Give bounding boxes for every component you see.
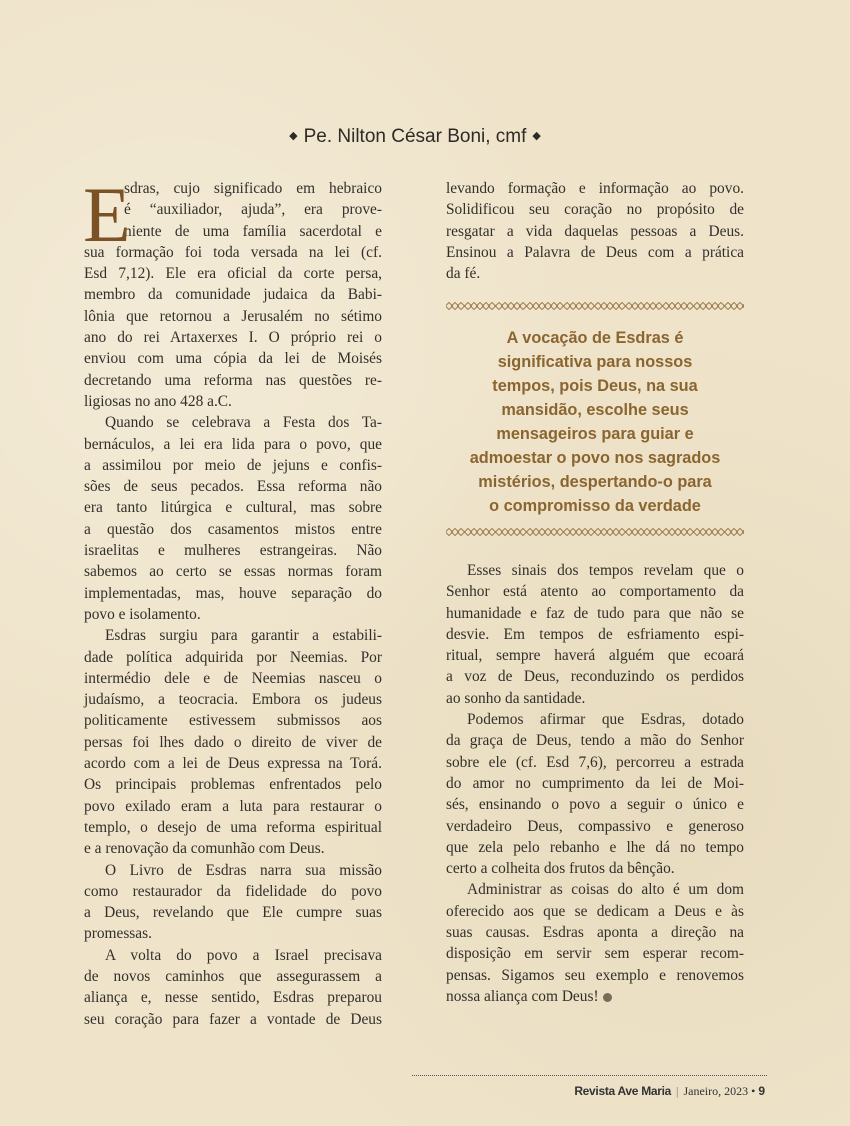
text-line (84, 284, 382, 305)
text-line (446, 901, 744, 922)
text-line-content: suas causas. Esdras aponta a direção na (446, 924, 744, 942)
text-line (84, 519, 382, 540)
text-line (84, 902, 382, 923)
footer-separator: | (676, 1084, 679, 1098)
text-line-content: promessas. (84, 925, 152, 943)
text-line-content: é “auxiliador, ajuda”, era prove- (124, 201, 382, 219)
text-line-content: e a renovação da comunhão com Deus. (84, 840, 325, 858)
page-number: 9 (758, 1084, 765, 1098)
text-line (84, 412, 382, 433)
text-line (84, 732, 382, 753)
text-line-content: povo e isolamento. (84, 605, 201, 623)
text-line-content: Esses sinais dos tempos revelam que o (467, 562, 744, 579)
text-line (84, 263, 382, 284)
text-line-content: persas foi lhes dado o direito de viver de (84, 733, 382, 751)
text-line (446, 560, 744, 581)
text-line (84, 710, 382, 731)
author-name: Pe. Nilton César Boni, cmf (303, 126, 527, 147)
diamond-ornament-icon: ◆ (532, 130, 541, 142)
pull-quote-line: mistérios, despertando-o para (478, 473, 712, 491)
text-line (446, 794, 744, 815)
text-line-content: sés, ensinando o povo a seguir o único e (446, 796, 744, 814)
text-line (84, 348, 382, 369)
text-line-content: Senhor está atento ao comportamento da (446, 583, 744, 601)
text-line-content: seu coração para fazer a vontade de Deus (84, 1010, 382, 1028)
text-line-content: certo a colheita dos frutos da bênção. (446, 860, 675, 878)
text-line (84, 540, 382, 561)
text-line-content: a questão dos casamentos mistos entre (84, 520, 382, 538)
text-line-content: sdras, cujo significado em hebraico (124, 180, 382, 197)
text-line (84, 860, 382, 881)
text-line (84, 625, 382, 646)
text-line (84, 561, 382, 582)
text-line (84, 370, 382, 391)
text-line (446, 624, 744, 645)
text-line-content: verdadeiro Deus, compassivo e generoso (446, 817, 744, 835)
text-line-content: do amor no cumprimento da lei de Moi- (446, 774, 744, 792)
text-line-content: intermédio dele e de Neemias nasceu o (84, 669, 382, 687)
text-line-content: Esdras surgiu para garantir a estabili- (105, 627, 382, 645)
text-line-content: ligiosas no ano 428 a.C. (84, 392, 232, 410)
pull-quote-line: admoestar o povo nos sagrados (469, 449, 721, 467)
text-line-content: pensas. Sigamos seu exemplo e renovemos (446, 966, 744, 984)
text-line (84, 497, 382, 518)
text-line-content: Podemos afirmar que Esdras, dotado (467, 711, 744, 729)
pull-quote-line: o compromisso da verdade (489, 497, 701, 515)
text-line (446, 965, 744, 986)
text-line-content: israelitas e mulheres estrangeiras. Não (84, 542, 382, 560)
text-line (446, 752, 744, 773)
text-line-content: niente de uma família sacerdotal e (124, 222, 382, 240)
text-line (446, 709, 744, 730)
text-line-content: sobre ele (cf. Esd 7,6), percorreu a estrada (446, 753, 744, 771)
text-line (84, 327, 382, 348)
text-line-content: dade política adquirida por Neemias. Por (84, 648, 382, 666)
text-line (446, 858, 744, 879)
text-line-content: de novos caminhos que assegurassem a (84, 967, 382, 985)
text-line-content: Quando se celebrava a Festa dos Ta- (105, 414, 382, 432)
text-line-content: membro da comunidade judaica da Babi- (84, 286, 382, 304)
text-line (84, 966, 382, 987)
pull-quote-line: mensageiros para guiar e (496, 425, 694, 443)
text-line (446, 178, 744, 199)
text-line (446, 986, 744, 1007)
text-line (84, 817, 382, 838)
text-line (446, 773, 744, 794)
text-line-content: Solidificou seu coração no propósito de (446, 201, 744, 219)
text-line (84, 689, 382, 710)
text-line (84, 923, 382, 944)
text-line-content: sabemos ao certo se essas normas foram (84, 563, 382, 581)
text-line-content: resgatar a vida daquelas pessoas a Deus. (446, 222, 744, 240)
text-line-content: nossa aliança com Deus! (446, 987, 599, 1005)
page-footer (574, 1084, 765, 1099)
end-of-article-icon (603, 993, 612, 1002)
text-line-content: oferecido aos que se dedicam a Deus e às (446, 902, 744, 920)
text-line-content: a voz de Deus, reconduzindo os perdidos (446, 668, 744, 686)
text-line-content: Os principais problemas enfrentados pelo (84, 776, 382, 794)
pull-quote-line: tempos, pois Deus, na sua (492, 377, 698, 395)
text-line-content: Esd 7,12). Ele era oficial da corte persa, (84, 265, 382, 283)
diamond-border-bottom (446, 528, 744, 536)
text-line-content: como restaurador da fidelidade do povo (84, 882, 382, 900)
article-right-column-top (446, 178, 744, 284)
pull-quote-line: mansidão, escolhe seus (501, 401, 689, 419)
text-line (84, 881, 382, 902)
text-line-content: desvie. Em tempos de esfriamento espi- (446, 625, 744, 643)
text-line-content: humanidade e faz de tudo para que não se (446, 604, 744, 622)
text-line-content: ritual, sempre haverá alguém que ecoará (446, 647, 744, 665)
text-line-content: judaísmo, a teocracia. Embora os judeus (84, 691, 382, 709)
pull-quote-line: A vocação de Esdras é (506, 329, 684, 347)
text-line (446, 221, 744, 242)
text-line (84, 583, 382, 604)
text-line-content: Administrar as coisas do alto é um dom (467, 881, 744, 899)
text-line-content: bernáculos, a lei era lida para o povo, que (84, 435, 382, 453)
text-line-content: enviou com uma cópia da lei de Moisés (84, 350, 382, 368)
text-line (446, 730, 744, 751)
pull-quote (446, 326, 744, 518)
text-line (446, 837, 744, 858)
text-line (446, 879, 744, 900)
text-line-content: levando formação e informação ao povo. (446, 180, 744, 197)
text-line (84, 753, 382, 774)
text-line (446, 666, 744, 687)
text-line (84, 945, 382, 966)
text-line (446, 943, 744, 964)
byline (0, 126, 830, 148)
text-line-content: disposição em servir sem esperar recom- (446, 945, 744, 963)
text-line-content: sões de seus pecados. Essa reforma não (84, 478, 382, 496)
text-line (84, 774, 382, 795)
issue-date: Janeiro, 2023 (683, 1084, 749, 1098)
text-line-content: aliança e, nesse sentido, Esdras preparou (84, 989, 382, 1007)
text-line-content: povo exilado eram a luta para restaurar o (84, 797, 382, 815)
text-line-content: acordo com a lei de Deus expressa na Torá. (84, 755, 382, 773)
text-line (446, 688, 744, 709)
text-line-content: lônia que retornou a Jerusalém no sétimo (84, 307, 382, 325)
magazine-name: Revista Ave Maria (574, 1084, 672, 1098)
text-line-content: a assimilou por meio de jejuns e confis- (84, 456, 382, 474)
text-line (446, 581, 744, 602)
text-line (84, 604, 382, 625)
article-right-column-bottom (446, 560, 744, 1007)
text-line (446, 603, 744, 624)
text-line (446, 199, 744, 220)
text-line (446, 816, 744, 837)
footer-divider (412, 1075, 767, 1076)
diamond-ornament-icon: ◆ (289, 130, 298, 142)
text-line-content: decretando uma reforma nas questões re- (84, 371, 382, 389)
text-line (84, 434, 382, 455)
text-line-content: templo, o desejo de uma reforma espiritual (84, 818, 382, 836)
text-line-content: da graça de Deus, tendo a mão do Senhor (446, 732, 744, 750)
text-line (84, 306, 382, 327)
text-line (84, 476, 382, 497)
text-line-content: ano do rei Artaxerxes I. O próprio rei o (84, 329, 382, 347)
text-line-content: politicamente estivessem submissos aos (84, 712, 382, 730)
text-line (84, 455, 382, 476)
text-line (446, 645, 744, 666)
text-line-content: implementadas, mas, houve separação do (84, 584, 382, 602)
text-line (446, 922, 744, 943)
text-line (84, 668, 382, 689)
footer-bullet: • (751, 1084, 756, 1098)
text-line (84, 987, 382, 1008)
text-line (446, 263, 744, 284)
text-line (84, 647, 382, 668)
diamond-border-top (446, 302, 744, 310)
drop-cap: E (83, 171, 131, 258)
text-line (84, 796, 382, 817)
text-line-content: A volta do povo a Israel precisava (105, 946, 382, 964)
pull-quote-line: significativa para nossos (497, 353, 693, 371)
text-line-content: que zela pelo rebanho e lhe dá no tempo (446, 838, 744, 856)
text-line (446, 242, 744, 263)
text-line (84, 1009, 382, 1030)
text-line (84, 391, 382, 412)
text-line-content: era tanto litúrgica e cultural, mas sobre (84, 499, 382, 517)
text-line-content: sua formação foi toda versada na lei (cf. (84, 243, 382, 261)
text-line-content: a Deus, revelando que Ele cumpre suas (84, 904, 382, 922)
text-line-content: Ensinou a Palavra de Deus com a prática (446, 243, 744, 261)
text-line-content: da fé. (446, 265, 481, 283)
text-line (84, 838, 382, 859)
article-left-column (83, 171, 382, 1030)
text-line-content: O Livro de Esdras narra sua missão (105, 861, 382, 879)
text-line-content: ao sonho da santidade. (446, 689, 586, 707)
